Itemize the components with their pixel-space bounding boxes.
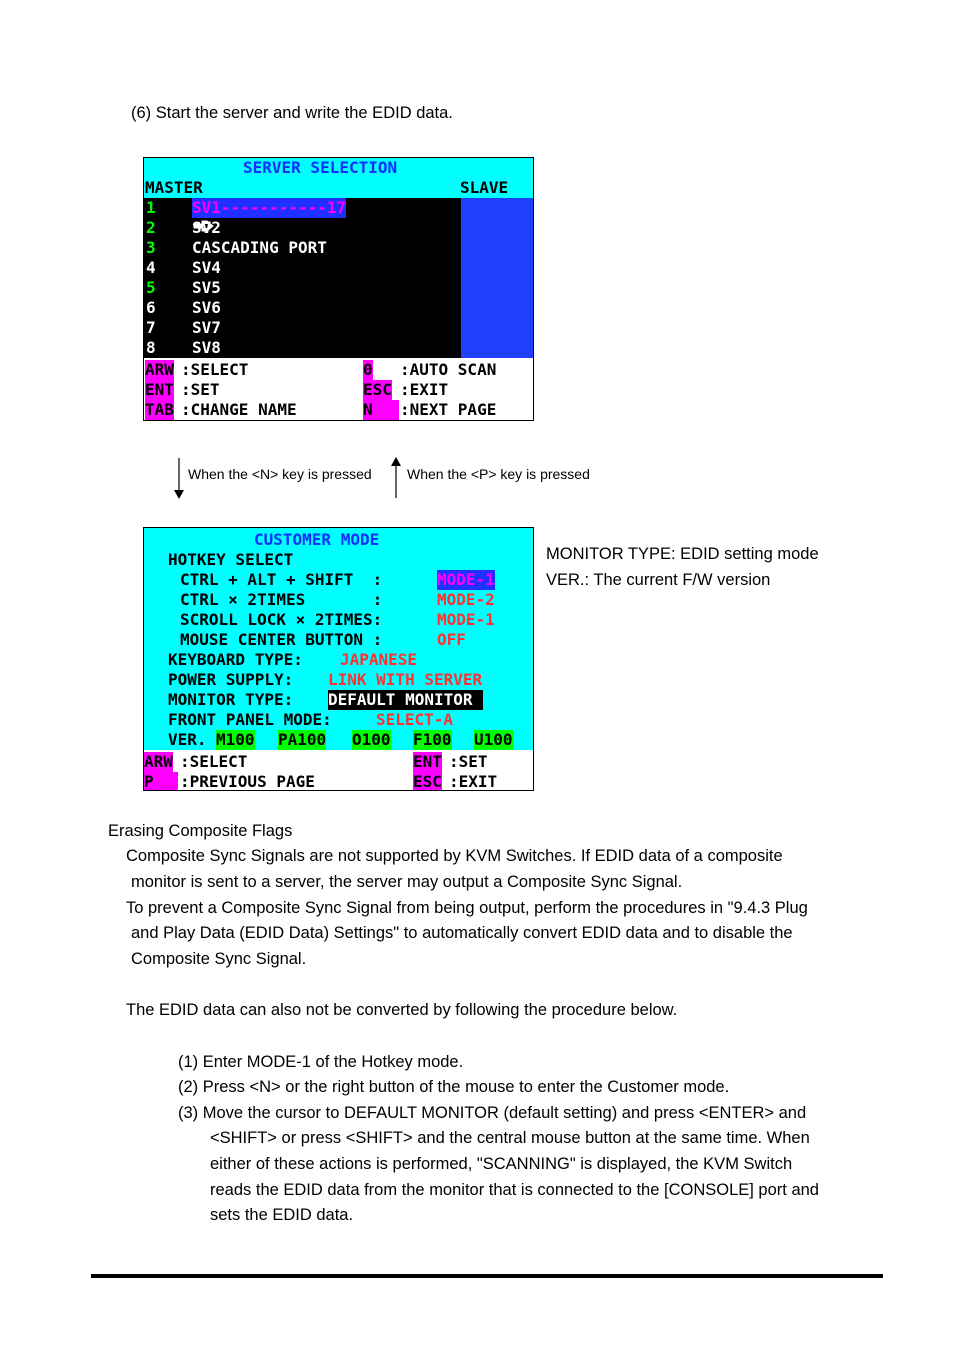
key-label: :NEXT PAGE bbox=[400, 400, 497, 419]
hotkey-value[interactable]: MODE-2 bbox=[437, 590, 495, 609]
server-row-number: 6 bbox=[146, 298, 156, 317]
key-legend-row bbox=[144, 360, 533, 380]
paragraph-line: To prevent a Composite Sync Signal from being output, perform the procedures in "9.4.3 Plug bbox=[126, 899, 808, 917]
note-version: VER.: The current F/W version bbox=[546, 571, 771, 589]
server-row-name: SV1-----------17 bbox=[192, 198, 347, 217]
step-item: (2) Press <N> or the right button of the mouse to enter the Customer mode. bbox=[178, 1078, 730, 1096]
hotkey-value[interactable]: MODE-1 bbox=[437, 610, 495, 629]
key-badge: ARW bbox=[144, 752, 173, 771]
down-arrow-icon bbox=[172, 458, 186, 500]
hotkey-value[interactable]: OFF bbox=[437, 630, 466, 649]
key-label: :CHANGE NAME bbox=[181, 400, 297, 419]
key-badge: P bbox=[144, 772, 178, 791]
step-item: (3) Move the cursor to DEFAULT MONITOR (default setting) and press <ENTER> and bbox=[178, 1104, 807, 1122]
paragraph-line: monitor is sent to a server, the server may output a Composite Sync Signal. bbox=[131, 873, 683, 891]
hotkey-label: CTRL × 2TIMES : bbox=[180, 590, 383, 609]
key-label: :SELECT bbox=[180, 752, 248, 771]
key-label: :AUTO SCAN bbox=[400, 360, 497, 379]
server-row-number: 4 bbox=[146, 258, 156, 277]
key-badge: ENT bbox=[145, 380, 174, 399]
note-monitor-type: MONITOR TYPE: EDID setting mode bbox=[546, 545, 819, 563]
key-legend-row bbox=[144, 380, 533, 400]
server-row-name: SV8 bbox=[192, 338, 221, 357]
paragraph-line: Composite Sync Signal. bbox=[131, 950, 307, 968]
step-item-continuation: either of these actions is performed, "SCANNING" is displayed, the KVM Switch bbox=[210, 1155, 793, 1173]
step-item-continuation: sets the EDID data. bbox=[210, 1206, 354, 1224]
version-badge: U100 bbox=[474, 730, 513, 749]
paragraph-line: Composite Sync Signals are not supported by KVM Switches. If EDID data of a composite bbox=[126, 847, 783, 865]
server-title: SERVER SELECTION bbox=[243, 158, 398, 177]
version-badge: F100 bbox=[413, 730, 452, 749]
server-row[interactable] bbox=[144, 238, 461, 258]
key-label: :EXIT bbox=[400, 380, 449, 399]
server-row-number: 7 bbox=[146, 318, 156, 337]
customer-title: CUSTOMER MODE bbox=[254, 530, 380, 549]
hotkey-label: CTRL + ALT + SHIFT : bbox=[180, 570, 383, 589]
customer-mode-screen bbox=[143, 527, 534, 791]
server-row-name: SV5 bbox=[192, 278, 221, 297]
footer-rule bbox=[91, 1274, 883, 1278]
server-selection-screen bbox=[143, 157, 534, 421]
slave-list-area bbox=[461, 198, 533, 358]
step-item-continuation: <SHIFT> or press <SHIFT> and the central mouse button at the same time. When bbox=[210, 1129, 810, 1147]
key-label: :SELECT bbox=[181, 360, 249, 379]
monitor-type-value[interactable]: DEFAULT MONITOR bbox=[328, 690, 483, 710]
power-supply-label: POWER SUPPLY: bbox=[168, 670, 294, 689]
step-item-continuation: reads the EDID data from the monitor that is connected to the [CONSOLE] port and bbox=[210, 1181, 819, 1199]
version-badge: PA100 bbox=[278, 730, 327, 749]
server-row-name: CASCADING PORT bbox=[192, 238, 327, 257]
up-arrow-icon bbox=[389, 456, 403, 498]
server-row-name: SV7 bbox=[192, 318, 221, 337]
server-row-name: SV2 bbox=[192, 218, 221, 237]
server-row-name: SV4 bbox=[192, 258, 221, 277]
key-badge: ARW bbox=[145, 360, 174, 379]
key-label: :SET bbox=[181, 380, 220, 399]
front-panel-value[interactable]: SELECT-A bbox=[376, 710, 454, 729]
key-badge: 0 bbox=[363, 360, 373, 379]
key-badge: ESC bbox=[363, 380, 392, 399]
hotkey-value[interactable]: MODE-1 bbox=[437, 570, 495, 589]
key-label: :SET bbox=[449, 752, 488, 771]
paragraph-line: and Play Data (EDID Data) Settings" to automatically convert EDID data and to disable the bbox=[131, 924, 793, 942]
server-row-number: 2 bbox=[146, 218, 156, 237]
server-row-number: 1 bbox=[146, 198, 156, 217]
server-row-number: 8 bbox=[146, 338, 156, 357]
step-item: (1) Enter MODE-1 of the Hotkey mode. bbox=[178, 1053, 464, 1071]
hotkey-label: SCROLL LOCK × 2TIMES: bbox=[180, 610, 383, 629]
key-label: :EXIT bbox=[449, 772, 498, 791]
keyboard-type-value[interactable]: JAPANESE bbox=[340, 650, 418, 669]
key-badge: ENT bbox=[413, 752, 442, 771]
power-supply-value[interactable]: LINK WITH SERVER bbox=[328, 670, 483, 689]
key-legend-row bbox=[144, 400, 533, 420]
server-row[interactable] bbox=[144, 278, 461, 298]
keyboard-type-label: KEYBOARD TYPE: bbox=[168, 650, 303, 669]
server-title-bar bbox=[144, 158, 533, 178]
key-label: :PREVIOUS PAGE bbox=[180, 772, 315, 791]
hotkey-select-label: HOTKEY SELECT bbox=[168, 550, 294, 569]
slave-label: SLAVE bbox=[460, 178, 509, 197]
key-badge: ESC bbox=[413, 772, 442, 791]
hand-pointer-icon bbox=[166, 201, 190, 215]
version-badge: O100 bbox=[352, 730, 391, 749]
server-row-number: 3 bbox=[146, 238, 156, 257]
server-row[interactable] bbox=[144, 198, 461, 218]
server-row[interactable] bbox=[144, 318, 461, 338]
server-row-name: SV6 bbox=[192, 298, 221, 317]
server-row[interactable] bbox=[144, 298, 461, 318]
server-row[interactable] bbox=[144, 338, 461, 358]
server-header-bar bbox=[144, 178, 533, 198]
section-title: Erasing Composite Flags bbox=[108, 822, 293, 840]
paragraph-line: The EDID data can also not be converted by following the procedure below. bbox=[126, 1001, 678, 1019]
front-panel-label: FRONT PANEL MODE: bbox=[168, 710, 332, 729]
key-badge: TAB bbox=[145, 400, 174, 419]
master-label: MASTER bbox=[145, 178, 203, 197]
server-row[interactable] bbox=[144, 218, 461, 238]
version-label: VER. bbox=[168, 730, 207, 749]
hotkey-label: MOUSE CENTER BUTTON : bbox=[180, 630, 383, 649]
server-row-number: 5 bbox=[146, 278, 156, 297]
step-6-text: (6) Start the server and write the EDID data. bbox=[131, 104, 453, 122]
key-badge: N bbox=[363, 400, 399, 420]
p-key-caption: When the <P> key is pressed bbox=[407, 466, 590, 482]
monitor-type-label: MONITOR TYPE: bbox=[168, 690, 294, 709]
server-row[interactable] bbox=[144, 258, 461, 278]
n-key-caption: When the <N> key is pressed bbox=[188, 466, 372, 482]
version-badge: M100 bbox=[216, 730, 255, 749]
